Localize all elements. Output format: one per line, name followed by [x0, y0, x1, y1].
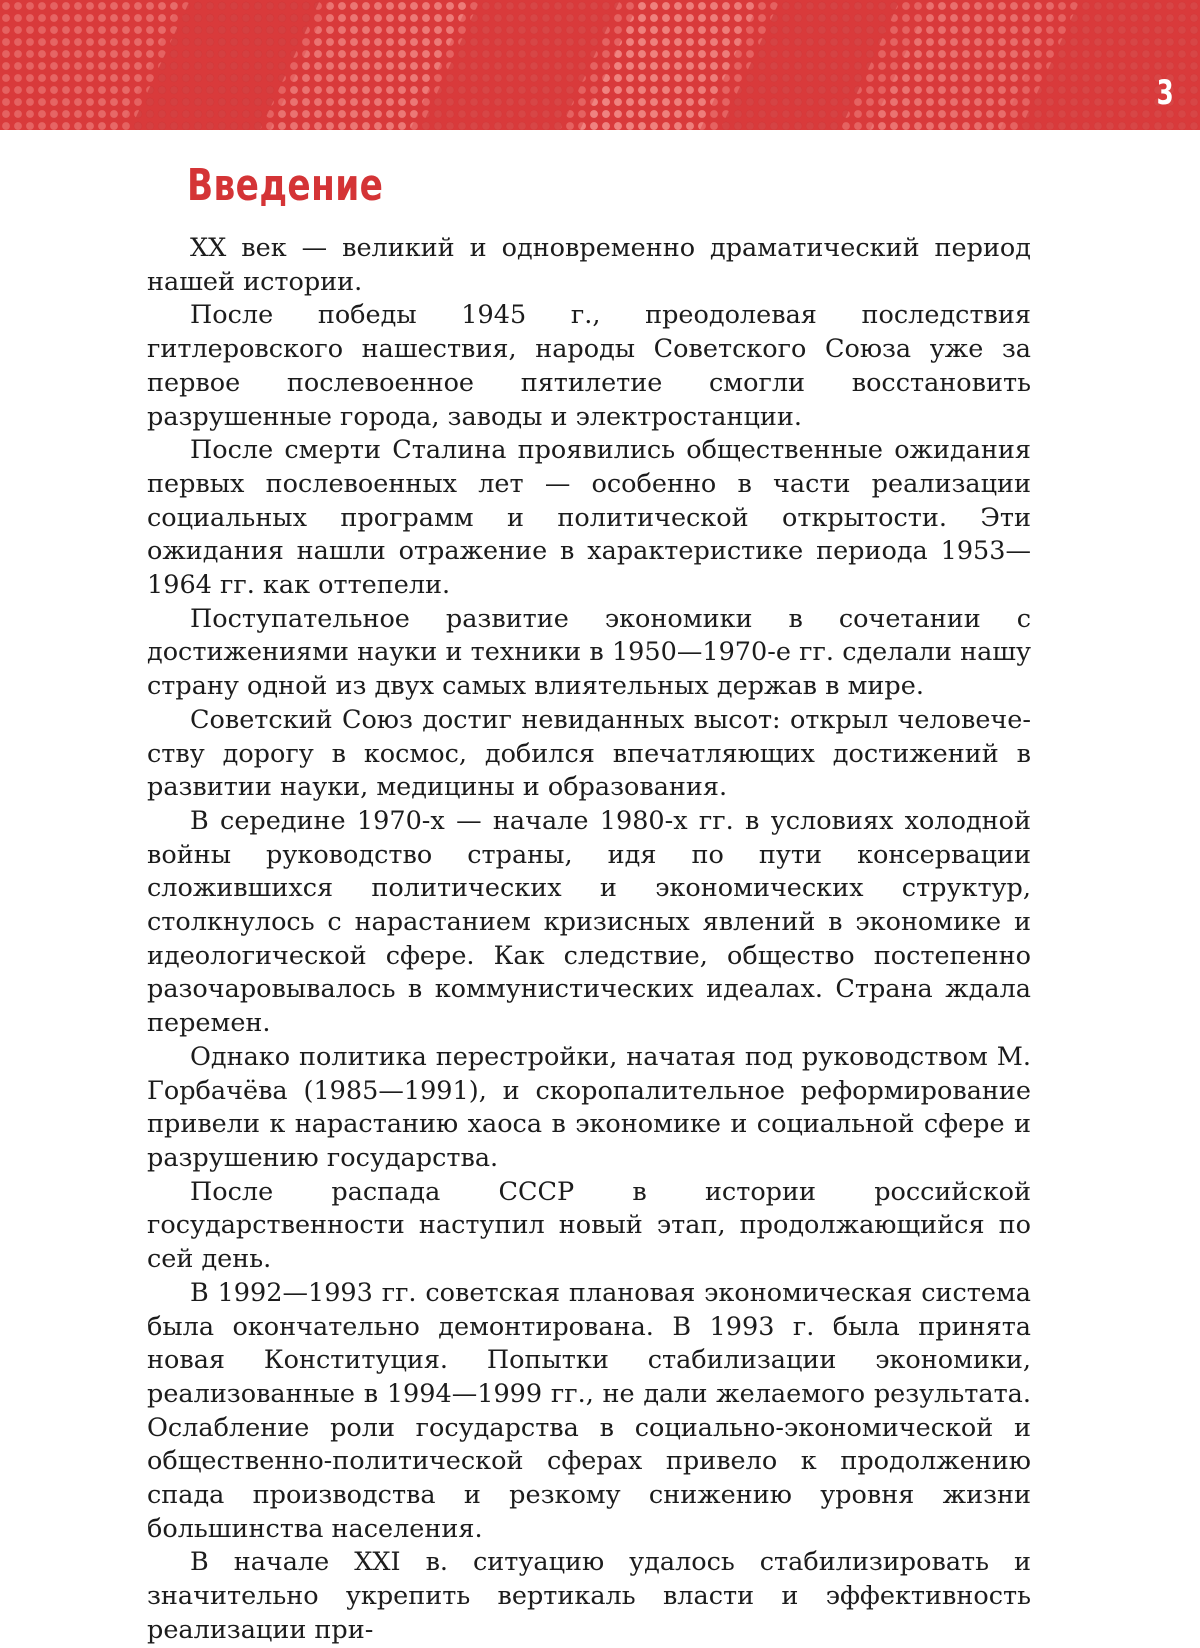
paragraph: В середине 1970-х — начале 1980-х гг. в условиях холодной войны руководство страны, идя по пути консервации сложившихся политических и экономических структур, столкнулось с нарастанием кризисных явлений в экономике и идеологической сфере. Как следствие, общество постепенно разочаровывалось в коммунистических идеалах. Страна ждала перемен. [147, 805, 1031, 1039]
paragraph: В начале XXI в. ситуацию удалось стабилизировать и значительно укрепить вертикаль власти и эффективность реализации при- [147, 1547, 1031, 1645]
page-header-band [0, 0, 1200, 130]
paragraph: В 1992—1993 гг. советская плановая экономическая система была окончательно демонтирована. В 1993 г. была принята новая Конституция. Попытки стабилизации экономики, реализованные в 1994—1999 гг., не дали желаемого результата. Ослабление роли государства в социально-экономической и общественно-политической сферах привело к продолжению спада производства и резкому снижению уровня жизни большинства населения. [147, 1277, 1031, 1544]
paragraph: Однако политика перестройки, начатая под руководством М. Горбачёва (1985—1991), и скоропалительное реформирование привели к нарастанию хаоса в экономике и социальной сфере и разрушению государства. [147, 1041, 1031, 1173]
paragraph: После победы 1945 г., преодолевая последствия гитлеровского нашествия, народы Советского Союза уже за первое послевоенное пятилетие смогли восстановить разрушенные города, заводы и электростанции. [147, 300, 1031, 432]
page-title: Введение [187, 160, 384, 211]
paragraph: После смерти Сталина проявились общественные ожидания первых послевоенных лет — особенно в части реализации социальных программ и политической открытости. Эти ожидания нашли отражение в характеристике периода 1953—1964 гг. как оттепели. [147, 435, 1031, 601]
page-number: 3 [1156, 73, 1174, 113]
paragraph: После распада СССР в истории российской государственности наступил новый этап, продолжающийся по сей день. [147, 1176, 1031, 1275]
body-text [147, 232, 1031, 1648]
paragraph: Поступательное развитие экономики в сочетании с достижениями науки и техники в 1950—1970-е гг. сделали нашу страну одной из двух самых влиятельных держав в мире. [147, 603, 1031, 702]
paragraph: XX век — великий и одновременно драматический период нашей истории. [147, 233, 1031, 297]
halftone-pattern-decoration [0, 0, 1200, 130]
paragraph: Советский Союз достиг невиданных высот: открыл человечеству дорогу в космос, добился впечатляющих достижений в развитии науки, медицины и образования. [147, 704, 1031, 803]
